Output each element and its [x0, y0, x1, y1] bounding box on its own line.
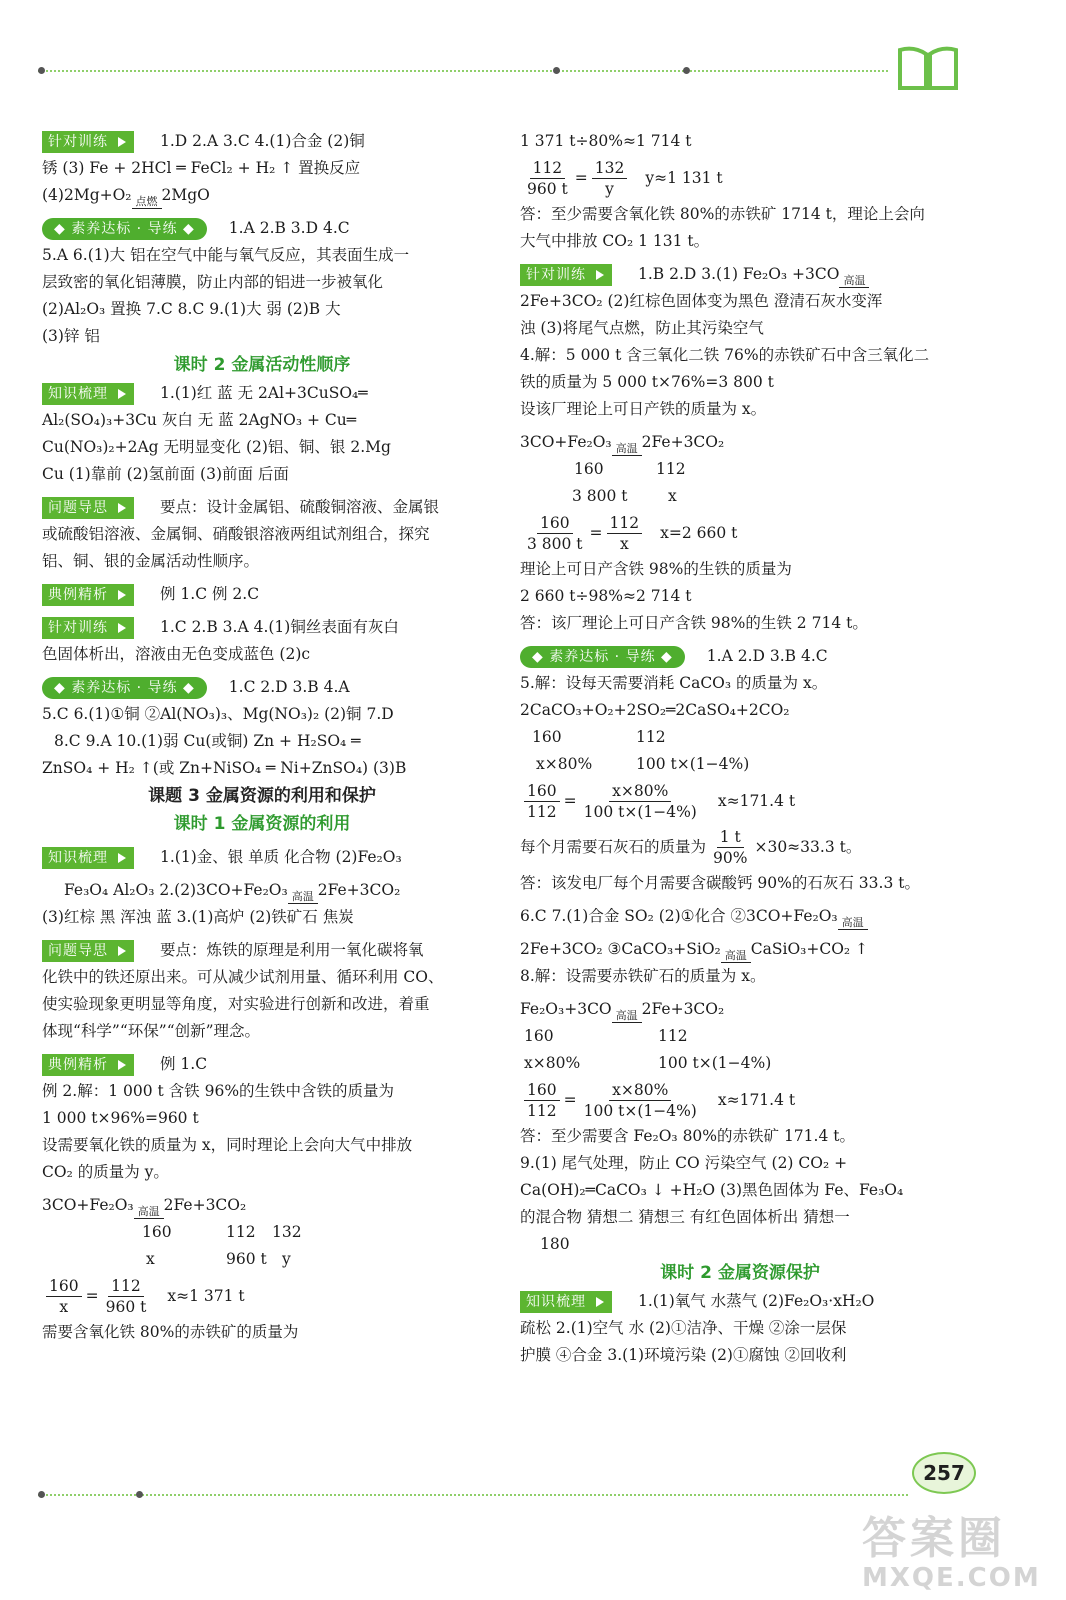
fraction: $\frac{160}{112}$ — [524, 781, 560, 822]
answer-line: ZnSO₄ + H₂ ↑(或 Zn+NiSO₄ ═ Ni+ZnSO₄) (3)B — [42, 759, 407, 777]
section-tag: 典例精析 — [42, 584, 134, 606]
answer-line: 2 660 t÷98%≈2 714 t — [520, 587, 692, 605]
section-title: 课时 2 金属资源保护 — [660, 1263, 820, 1283]
equation-line: 3CO+Fe₂O₃ 高温 2Fe+3CO₂ — [520, 433, 725, 455]
answer-line: 答：该厂理论上可日产含铁 98%的生铁 2 714 t。 — [520, 614, 868, 632]
reaction-arrow: 高温 — [134, 1206, 164, 1219]
answer-line: 9.(1) 尾气处理，防止 CO 污染空气 (2) CO₂ + — [520, 1154, 848, 1172]
reaction-arrow: 高温 — [839, 275, 869, 288]
mass-ratio-line: 160 112 132 — [142, 1223, 302, 1241]
section-tag: 问题导思 — [42, 497, 134, 519]
mass-ratio-line: 160 112 — [532, 728, 666, 746]
fraction: $\frac{112}{x}$ — [607, 513, 643, 554]
answer-line: 8.解：设需要赤铁矿石的质量为 x。 — [520, 967, 766, 985]
mass-ratio-line: x×80% 100 t×(1−4%) — [524, 1054, 772, 1072]
answer-line: Cu(NO₃)₂+2Ag 无明显变化 (2)铝、铜、银 2.Mg — [42, 438, 391, 456]
section-tag: 知识梳理 — [42, 847, 134, 869]
fraction: $\frac{160}{x}$ — [46, 1276, 82, 1317]
proportion-line: $\frac{160}{x}$ = $\frac{112}{960 t}$ x≈1 371 t — [42, 1273, 482, 1319]
answer-line: Al₂(SO₄)₃+3Cu 灰白 无 蓝 2AgNO₃ + Cu═ — [42, 411, 357, 429]
answer-line: CO₂ 的质量为 y。 — [42, 1163, 169, 1181]
answer-line: 设该厂理论上可日产铁的质量为 x。 — [520, 400, 767, 418]
header-dot — [553, 67, 560, 74]
section-tag: 针对训练 — [42, 131, 134, 153]
mass-ratio-line: 3 800 t x — [572, 487, 677, 505]
answer-line: 例 2.解：1 000 t 含铁 96%的生铁中含铁的质量为 — [42, 1082, 395, 1100]
answer-line: Ca(OH)₂═CaCO₃ ↓ +H₂O (3)黑色固体为 Fe、Fe₃O₄ — [520, 1181, 904, 1199]
header-dot — [38, 67, 45, 74]
section-tag: ◆ 素养达标 · 导练 ◆ — [42, 218, 207, 240]
answer-line: 4.解：5 000 t 含三氧化二铁 76%的赤铁矿石中含三氧化二 — [520, 346, 930, 364]
footer-dot — [38, 1491, 45, 1498]
answer-line: 使实验现象更明显等角度，对实验进行创新和改进，着重 — [42, 995, 430, 1013]
answer-line: (2)Al₂O₃ 置换 7.C 8.C 9.(1)大 弱 (2)B 大 — [42, 300, 341, 318]
proportion-line: $\frac{160}{112}$ = $\frac{x\times 80\%}{100 t\times(1-4\%)}$ x≈171.4 t — [520, 1077, 960, 1123]
answer-line: (3)红棕 黑 浑浊 蓝 3.(1)高炉 (2)铁矿石 焦炭 — [42, 908, 354, 926]
answer-line: 1.(1)氧气 水蒸气 (2)Fe₂O₃·xH₂O — [638, 1292, 875, 1310]
mass-ratio-line: 160 112 — [574, 460, 686, 478]
answer-line: 1.C 2.D 3.B 4.A — [228, 678, 350, 696]
answer-line: 1 371 t÷80%≈1 714 t — [520, 132, 692, 150]
equation-line: (4)2Mg+O₂ 点燃 2MgO — [42, 186, 210, 208]
reaction-arrow: 高温 — [721, 950, 751, 963]
fraction: $\frac{132}{y}$ — [592, 158, 628, 199]
answer-line: 答：该发电厂每个月需要含碳酸钙 90%的石灰石 33.3 t。 — [520, 874, 920, 892]
header-rule — [38, 70, 888, 72]
answer-line: 层致密的氧化铝薄膜，防止内部的铝进一步被氧化 — [42, 273, 384, 291]
proportion-line: $\frac{112}{960 t}$ = $\frac{132}{y}$ y≈1 131 t — [520, 155, 960, 201]
section-title: 课题 3 金属资源的利用和保护 — [148, 786, 376, 806]
answer-line: 2Fe+3CO₂ (2)红棕色固体变为黑色 澄清石灰水变浑 — [520, 292, 883, 310]
section-tag: ◆ 素养达标 · 导练 ◆ — [520, 646, 685, 668]
fraction: $\frac{112}{960 t}$ — [105, 1276, 147, 1316]
answer-line: 5.A 6.(1)大 铝在空气中能与氧气反应，其表面生成一 — [42, 246, 410, 264]
answer-line: 1.C 2.B 3.A 4.(1)铜丝表面有灰白 — [160, 618, 399, 636]
answer-line: 1.D 2.A 3.C 4.(1)合金 (2)铜 — [160, 132, 365, 150]
section-tag: 问题导思 — [42, 940, 134, 962]
section-tag: 典例精析 — [42, 1054, 134, 1076]
answer-line: 要点：炼铁的原理是利用一氧化碳将氧 — [160, 941, 424, 959]
answer-line: 锈 (3) Fe + 2HCl ═ FeCl₂ + H₂ ↑ 置换反应 — [42, 159, 361, 177]
reaction-arrow: 点燃 — [132, 196, 162, 209]
answer-line: 180 — [540, 1235, 570, 1253]
answer-line: 1.B 2.D 3.(1) Fe₂O₃ +3CO — [638, 265, 840, 283]
answer-line: 答：至少需要含 Fe₂O₃ 80%的赤铁矿 171.4 t。 — [520, 1127, 855, 1145]
answer-line: 6.C 7.(1)合金 SO₂ (2)①化合 ②3CO+Fe₂O₃ 高温 — [520, 903, 960, 930]
equation-line: Fe₃O₄ Al₂O₃ 2.(2)3CO+Fe₂O₃ 高温 2Fe+3CO₂ — [64, 881, 401, 903]
reaction-arrow: 高温 — [288, 891, 318, 904]
answer-line: 体现“科学”“环保”“创新”理念。 — [42, 1022, 261, 1040]
reaction-arrow: 高温 — [838, 917, 868, 930]
answer-line: 需要含氧化铁 80%的赤铁矿的质量为 — [42, 1323, 299, 1341]
answer-line: 例 1.C — [160, 1055, 208, 1073]
answer-line: 1.A 2.D 3.B 4.C — [706, 647, 828, 665]
answer-line: 疏松 2.(1)空气 水 (2)①洁净、干燥 ②涂一层保 — [520, 1319, 847, 1337]
answer-line: 护膜 ④合金 3.(1)环境污染 (2)①腐蚀 ②回收利 — [520, 1346, 847, 1364]
section-title: 课时 1 金属资源的利用 — [173, 814, 351, 834]
answer-line: 设需要氧化铁的质量为 x，同时理论上会向大气中排放 — [42, 1136, 413, 1154]
proportion-line: 每个月需要石灰石的质量为 $\frac{1 t}{90\%}$ ×30≈33.3 t。 — [520, 827, 862, 867]
reaction-arrow: 高温 — [612, 443, 642, 456]
mass-ratio-line: 160 112 — [524, 1027, 688, 1045]
book-icon — [896, 40, 960, 92]
reaction-arrow: 高温 — [612, 1010, 642, 1023]
equation-line: Fe₂O₃+3CO 高温 2Fe+3CO₂ — [520, 1000, 725, 1022]
fraction: $\frac{x\times 80\%}{100 t\times(1-4\%)}$ — [583, 781, 697, 821]
equation-line: 2CaCO₃+O₂+2SO₂═2CaSO₄+2CO₂ — [520, 701, 790, 719]
fraction: $\frac{160}{112}$ — [524, 1080, 560, 1121]
answer-line: 答：至少需要含氧化铁 80%的赤铁矿 1714 t，理论上会向 — [520, 205, 925, 223]
answer-line: 浊 (3)将尾气点燃，防止其污染空气 — [520, 319, 764, 337]
answer-line: 5.解：设每天需要消耗 CaCO₃ 的质量为 x。 — [520, 674, 828, 692]
answer-line: 铁的质量为 5 000 t×76%=3 800 t — [520, 373, 774, 391]
answer-line: 的混合物 猜想二 猜想三 有红色固体析出 猜想一 — [520, 1208, 850, 1226]
answer-line: 5.C 6.(1)①铜 ②Al(NO₃)₃、Mg(NO₃)₂ (2)铜 7.D — [42, 705, 394, 723]
watermark: 答案圈 MXQE.COM — [862, 1513, 1041, 1593]
answer-line: 化铁中的铁还原出来。可从减少试剂用量、循环利用 CO、 — [42, 968, 444, 986]
answer-line: (3)锌 铝 — [42, 327, 100, 345]
fraction: $\frac{x\times 80\%}{100 t\times(1-4\%)}$ — [583, 1080, 697, 1120]
section-tag: 针对训练 — [42, 617, 134, 639]
mass-ratio-line: x×80% 100 t×(1−4%) — [536, 755, 750, 773]
fraction: $\frac{160}{3 800 t}$ — [527, 513, 583, 553]
answer-line: 色固体析出，溶液由无色变成蓝色 (2)c — [42, 645, 311, 663]
page-number: 257 — [912, 1452, 976, 1494]
equation-line: 2Fe+3CO₂ ③CaCO₃+SiO₂ 高温 CaSiO₃+CO₂ ↑ — [520, 940, 869, 962]
answer-line: Cu (1)靠前 (2)氢前面 (3)前面 后面 — [42, 465, 289, 483]
footer-rule — [38, 1494, 908, 1496]
footer-dot — [136, 1491, 143, 1498]
section-tag: ◆ 素养达标 · 导练 ◆ — [42, 677, 207, 699]
section-tag: 知识梳理 — [520, 1291, 612, 1313]
proportion-line: $\frac{160}{3 800 t}$ = $\frac{112}{x}$ x=2 660 t — [520, 510, 960, 556]
answer-line: 1.A 2.B 3.D 4.C — [228, 219, 350, 237]
left-column — [42, 128, 482, 1346]
section-tag: 知识梳理 — [42, 383, 134, 405]
section-tag: 针对训练 — [520, 264, 612, 286]
fraction: $\frac{1 t}{90\%}$ — [713, 827, 748, 867]
answer-line: 要点：设计金属铝、硫酸铜溶液、金属银 — [160, 498, 440, 516]
answer-line: 或硫酸铝溶液、金属铜、硝酸银溶液两组试剂组合，探究 — [42, 525, 430, 543]
answer-line: 例 1.C 例 2.C — [160, 585, 260, 603]
section-title: 课时 2 金属活动性顺序 — [173, 355, 351, 375]
header-dot — [683, 67, 690, 74]
answer-line: 1 000 t×96%=960 t — [42, 1109, 199, 1127]
equation-line: 3CO+Fe₂O₃ 高温 2Fe+3CO₂ — [42, 1196, 247, 1218]
answer-line: 理论上可日产含铁 98%的生铁的质量为 — [520, 560, 792, 578]
answer-line: 1.(1)红 蓝 无 2Al+3CuSO₄═ — [160, 384, 368, 402]
proportion-line: $\frac{160}{112}$ = $\frac{x\times 80\%}{100 t\times(1-4\%)}$ x≈171.4 t — [520, 778, 960, 824]
answer-line: 大气中排放 CO₂ 1 131 t。 — [520, 232, 710, 250]
answer-line: 1.(1)金、银 单质 化合物 (2)Fe₂O₃ — [160, 848, 402, 866]
right-column — [520, 128, 960, 1369]
mass-ratio-line: x 960 t y — [146, 1250, 291, 1268]
answer-line: 8.C 9.A 10.(1)弱 Cu(或铜) Zn + H₂SO₄ ═ — [54, 732, 361, 750]
answer-line: 铝、铜、银的金属活动性顺序。 — [42, 552, 260, 570]
fraction: $\frac{112}{960 t}$ — [527, 158, 568, 198]
